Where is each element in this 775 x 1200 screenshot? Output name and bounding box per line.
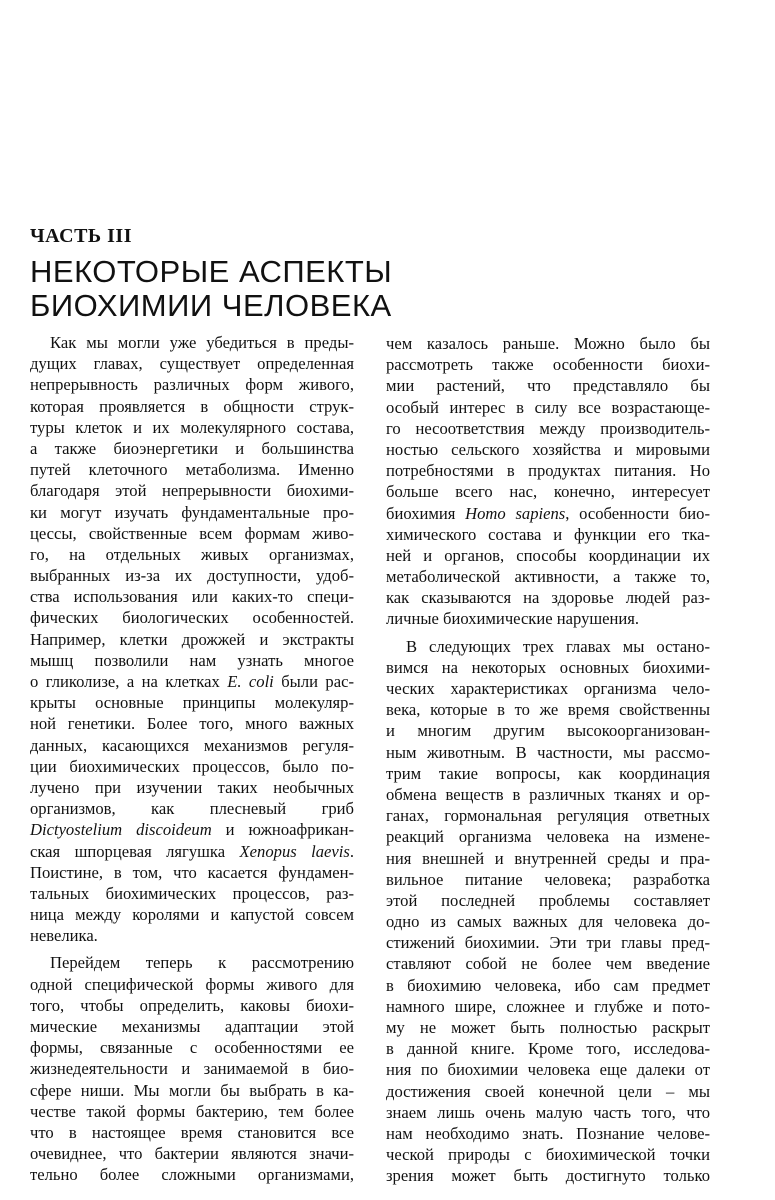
text-line: невелика. [30, 926, 98, 946]
text-line: века, которые в то же время свойственны [386, 700, 710, 720]
text-line: Например, клетки дрожжей и экстракты [30, 629, 354, 649]
text-line: ческой природы с биохимической точки [386, 1145, 710, 1165]
text-line: одно из самых важных для человека до- [386, 912, 710, 932]
text-line: ческих характеристиках организма чело- [386, 679, 710, 698]
text-line: му не может быть полностью раскрыт [386, 1018, 710, 1037]
text-line: формы, связанные с особенностями ее [30, 1038, 354, 1058]
text-line: этой последней проблемы составляет [386, 890, 710, 910]
text-line: зрения может быть достигнуто только [386, 1166, 710, 1186]
text-line: ной генетики. Более того, много важных [30, 714, 354, 734]
text-line: Dictyostelium discoideum и южноафрикан- [30, 820, 354, 840]
text-line: чем казалось раньше. Можно было бы [386, 334, 710, 353]
text-line: очевиднее, что бактерии являются значи- [30, 1144, 354, 1164]
text-line: тельно более сложными организмами, [30, 1165, 354, 1185]
text-line: жизнедеятельности и занимаемой в био- [30, 1059, 354, 1079]
text-line: больше всего нас, конечно, интересует [386, 482, 710, 502]
text-line: личные биохимические нарушения. [386, 609, 640, 629]
right-text-column [386, 333, 710, 1187]
part-title [30, 255, 392, 323]
text-line: мии растений, что представляло бы [386, 376, 710, 396]
text-line: ница между королями и капустой совсем [30, 905, 354, 925]
text-line: честве такой формы бактерию, тем более [30, 1101, 354, 1121]
text-line: ставляют собой не более чем введение [386, 954, 710, 974]
text-line: выбранных из-за их доступности, удоб- [30, 566, 354, 586]
text-line: ская шпорцевая лягушка Xenopus laevis. [30, 841, 354, 861]
text-line: ства использования или каких-то специ- [30, 587, 354, 607]
text-line: которая проявляется в общности струк- [30, 396, 354, 416]
text-line: данных, касающихся механизмов регуля- [30, 735, 354, 755]
title-line: НЕКОТОРЫЕ АСПЕКТЫ [30, 254, 393, 289]
text-line: ния по биохимии человека еще далеки от [386, 1060, 710, 1080]
text-line: о гликолизе, а на клетках E. coli были рас- [30, 672, 354, 691]
text-line: ния внешней и внутренней среды и пра- [386, 848, 710, 868]
text-line: в биохимию человека, ибо сам предмет [386, 975, 710, 995]
text-line: ганах, гормональная регуляция ответных [386, 806, 710, 826]
text-line: намного шире, сложнее и глубже и пото- [386, 996, 710, 1016]
text-line: лучено при изучении таких необычных [30, 777, 354, 797]
text-line: Перейдем теперь к рассмотрению [50, 953, 354, 973]
text-line: одной специфической формы живого для [30, 974, 354, 994]
text-line: тальных биохимических процессов, раз- [30, 883, 354, 903]
text-line: реакций организма человека на измене- [386, 827, 710, 847]
text-line: ней и органов, способы координации их [386, 545, 710, 565]
text-line: туры клеток и их молекулярного состава, [30, 417, 354, 437]
text-line: рассмотреть также особенности биохи- [386, 355, 710, 375]
text-line: благодаря этой непрерывности биохими- [30, 481, 354, 501]
left-text-column [30, 332, 354, 1186]
text-line: ки могут изучать фундаментальные про- [30, 502, 354, 522]
text-line: В следующих трех главах мы остано- [406, 636, 710, 656]
text-line: фических биологических особенностей. [30, 608, 354, 628]
text-line: обмена веществ в различных тканях и ор- [386, 784, 710, 804]
text-line: химического состава и функции его тка- [386, 524, 710, 544]
text-line: непрерывность различных форм живого, [30, 375, 354, 395]
text-line: Как мы могли уже убедиться в преды- [50, 333, 354, 352]
text-line: стижений биохимии. Эти три главы пред- [386, 933, 710, 953]
text-line: метаболической активности, а также то, [386, 567, 710, 587]
text-line: биохимия Homo sapiens, особенности био- [386, 503, 710, 523]
text-line: мические механизмы адаптации этой [30, 1017, 354, 1036]
text-line: как сказываются на здоровье людей раз- [386, 588, 710, 608]
text-line: ции биохимических процессов, было по- [30, 756, 354, 776]
text-line: Поистине, в том, что касается фундамен- [30, 862, 354, 882]
text-line: а также биоэнергетики и большинства [30, 438, 354, 458]
text-line: достижения своей конечной цели – мы [386, 1081, 710, 1101]
text-line: знаем лишь очень малую часть того, что [386, 1102, 710, 1122]
text-line: нам необходимо знать. Познание челове- [386, 1123, 710, 1143]
text-line: ностью сельского хозяйства и мировыми [386, 439, 710, 459]
text-line: путей клеточного метаболизма. Именно [30, 460, 354, 480]
text-line: особый интерес в силу все возрастающе- [386, 397, 710, 417]
text-line: что в настоящее время становится все [30, 1122, 354, 1142]
text-line: вимся на некоторых основных биохими- [386, 657, 710, 677]
text-line: дущих главах, существует определенная [30, 354, 354, 374]
text-line: крыты основные принципы молекуляр- [30, 693, 354, 713]
text-line: вильное питание человека; разработка [386, 869, 710, 889]
text-line: го несоответствия между производитель- [386, 418, 710, 438]
text-line: того, чтобы определить, каковы биохи- [30, 995, 354, 1015]
part-label: ЧАСТЬ III [30, 225, 132, 247]
text-line: сфере ниши. Мы могли бы выбрать в ка- [30, 1080, 354, 1100]
text-line: цессы, свойственные всем формам живо- [30, 523, 354, 543]
text-line: го, на отдельных живых организмах, [30, 544, 354, 564]
title-line: БИОХИМИИ ЧЕЛОВЕКА [30, 288, 392, 323]
text-line: в данной книге. Кроме того, исследова- [386, 1039, 710, 1059]
text-line: мышц позволили нам узнать многое [30, 650, 354, 670]
text-line: организмов, как плесневый гриб [30, 799, 354, 819]
text-line: ным животным. В частности, мы рассмо- [386, 742, 710, 762]
text-line: потребностями в продуктах питания. Но [386, 461, 710, 481]
text-line: и многим другим высокоорганизован- [386, 721, 710, 741]
text-line: трим такие вопросы, как координация [386, 763, 710, 783]
